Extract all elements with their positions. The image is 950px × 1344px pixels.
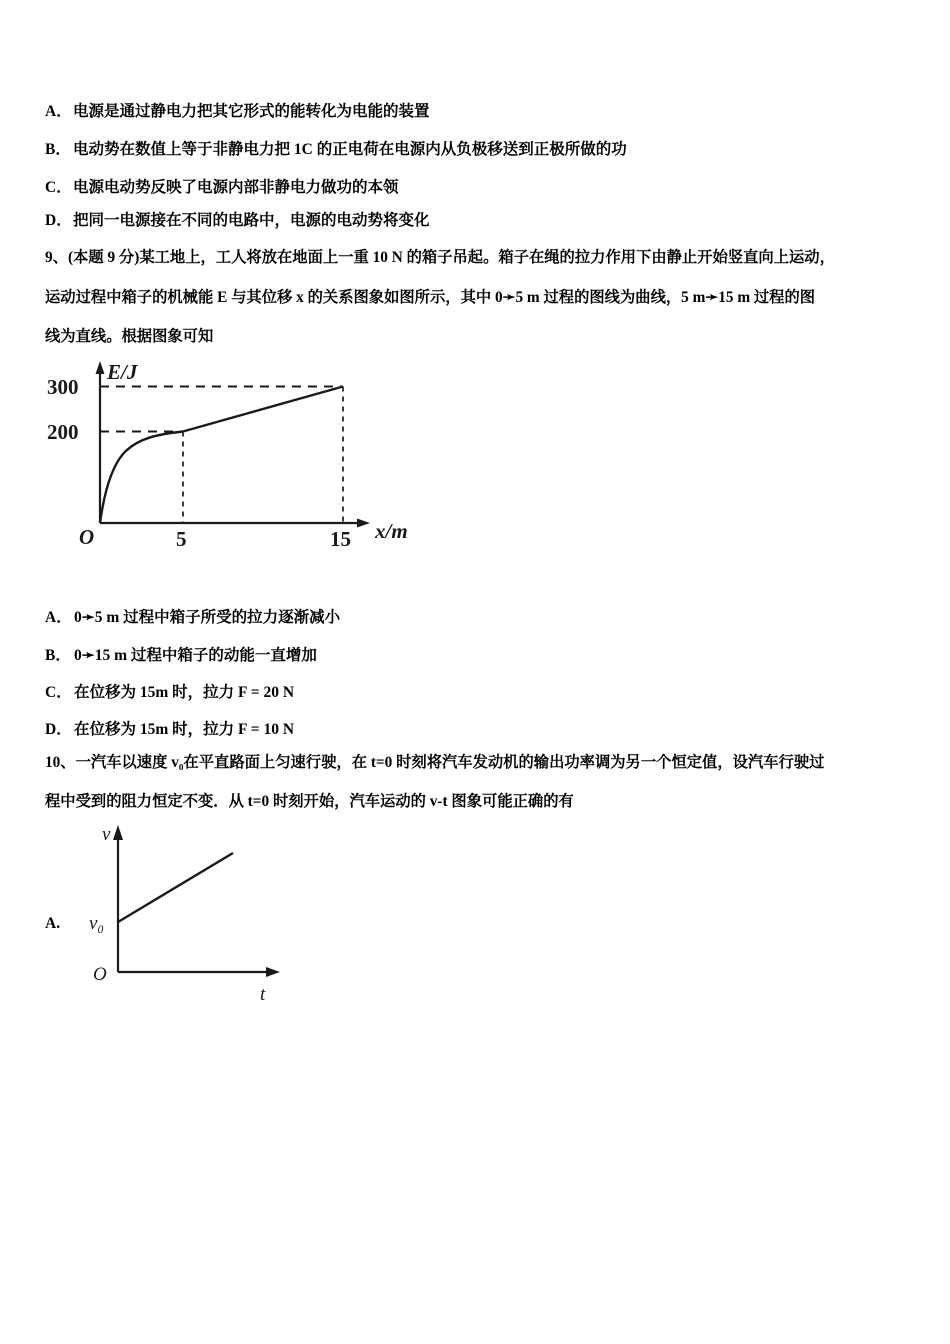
option-text-q9-b: 0➛15 m 过程中箱子的动能一直增加 — [74, 647, 317, 664]
option-text-prev-a: 电源是通过静电力把其它形式的能转化为电能的装置 — [73, 103, 430, 120]
energy-curve — [100, 387, 343, 524]
figure-mechanical-energy-vs-displacement — [45, 355, 445, 555]
figure-option-letter-a: A. — [45, 915, 61, 932]
v-axis-arrowhead — [113, 825, 123, 840]
option-letter-prev-a: A． — [45, 103, 72, 120]
question10-line-2: 程中受到的阻力恒定不变．从 t=0 时刻开始，汽车运动的 v-t 图象可能正确的有 — [45, 793, 574, 810]
velocity-line — [118, 853, 233, 922]
origin-label: O — [79, 525, 95, 549]
option-letter-q9-b: B． — [45, 647, 71, 664]
option-text-prev-b: 电动势在数值上等于非静电力把 1C 的正电荷在电源内从负极移送到正极所做的功 — [73, 141, 627, 158]
option-letter-q9-d: D． — [45, 721, 72, 738]
option-letter-prev-c: C． — [45, 179, 72, 196]
question9-line-1: 9、(本题 9 分)某工地上，工人将放在地面上一重 10 N 的箱子吊起。箱子在绳的拉力作用下由静止开始竖直向上运动， — [45, 249, 835, 266]
option-text-q9-c: 在位移为 15m 时，拉力 F = 20 N — [74, 684, 295, 701]
y-tick-300: 300 — [47, 375, 79, 399]
y-axis-arrowhead — [96, 361, 105, 374]
question9-line-2: 运动过程中箱子的机械能 E 与其位移 x 的关系图象如图所示，其中 0➛5 m 过程的图线为曲线，5 m➛15 m 过程的图 — [45, 289, 816, 306]
y-tick-200: 200 — [47, 420, 79, 444]
origin-label-2: O — [93, 964, 107, 985]
x-axis-label: x/m — [375, 519, 408, 543]
t-axis-arrowhead — [266, 967, 280, 977]
option-text-q9-d: 在位移为 15m 时，拉力 F = 10 N — [74, 721, 295, 738]
x-tick-15: 15 — [330, 527, 351, 551]
question9-line-3: 线为直线。根据图象可知 — [45, 328, 214, 345]
y-axis-label: E/J — [107, 360, 138, 384]
v-axis-label: v — [102, 824, 111, 845]
x-tick-5: 5 — [176, 527, 187, 551]
option-text-prev-d: 把同一电源接在不同的电路中，电源的电动势将变化 — [73, 212, 430, 229]
x-axis-arrowhead — [357, 519, 370, 528]
t-axis-label: t — [260, 984, 266, 1005]
option-text-prev-c: 电源电动势反映了电源内部非静电力做功的本领 — [73, 179, 399, 196]
option-letter-prev-b: B． — [45, 141, 71, 158]
option-text-q9-a: 0➛5 m 过程中箱子所受的拉力逐渐减小 — [74, 609, 341, 626]
option-letter-q9-a: A． — [45, 609, 72, 626]
option-letter-prev-d: D． — [45, 212, 72, 229]
figure-velocity-time-option-a — [80, 820, 330, 1020]
option-letter-q9-c: C． — [45, 684, 72, 701]
question10-line-1: 10、一汽车以速度 v₀在平直路面上匀速行驶，在 t=0 时刻将汽车发动机的输出功率调为另一个恒定值，设汽车行驶过 — [45, 754, 825, 771]
v0-tick-label: v₀ — [89, 913, 105, 934]
